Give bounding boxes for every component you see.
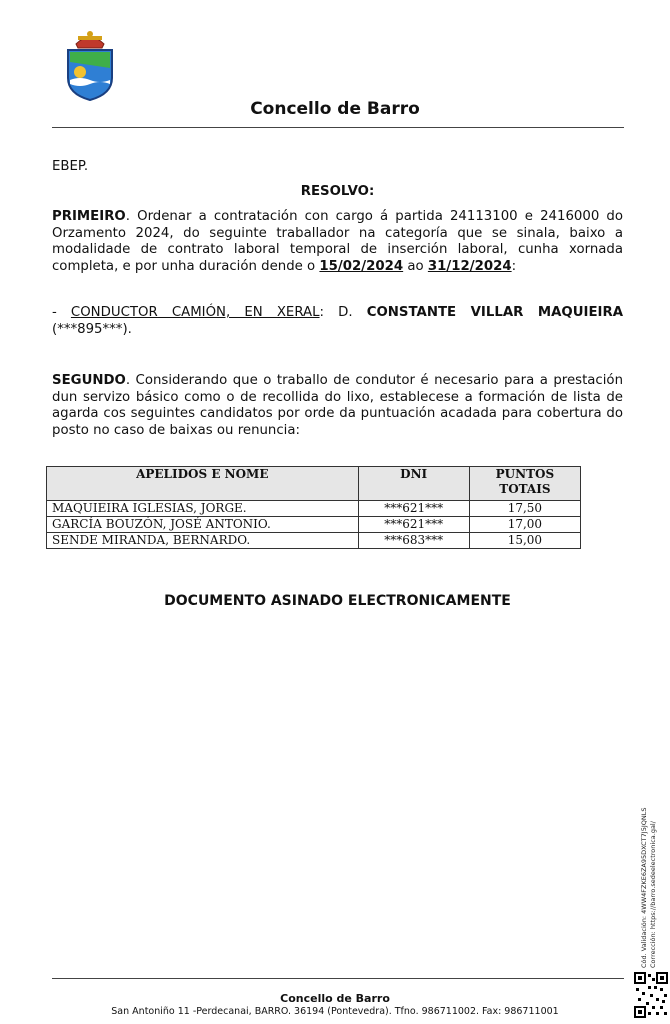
date-to: 31/12/2024	[427, 258, 512, 274]
conductor-dni: (***895***).	[52, 321, 132, 337]
qr-code-icon	[634, 972, 668, 1018]
footer-name: Concello de Barro	[280, 992, 390, 1005]
footer-address: San Antoniño 11 -Perdecanai, BARRO. 36194 (Pontevedra). Tfno. 986711002. Fax: 986711001	[111, 1006, 559, 1017]
date-from: 15/02/2024	[319, 258, 404, 274]
primeiro-end: :	[511, 258, 517, 274]
coat-of-arms-logo	[58, 28, 122, 102]
cell-points: 17,50	[469, 501, 580, 517]
conductor-name: CONSTANTE VILLAR MAQUIEIRA	[366, 305, 623, 320]
conductor-sep: : D.	[319, 305, 367, 320]
header-points: PUNTOS TOTAIS	[469, 467, 580, 501]
cell-name: GARCÍA BOUZÓN, JOSÉ ANTONIO.	[47, 517, 359, 533]
resolvo-heading: RESOLVO:	[300, 184, 375, 199]
verification-url: Corrección: https://barro.sedeelectronica.gal/	[649, 821, 657, 968]
header-dni: DNI	[358, 467, 469, 501]
date-connector: ao	[403, 258, 428, 274]
cell-dni: ***683***	[358, 533, 469, 549]
footer-divider	[52, 978, 624, 979]
table-row	[47, 501, 581, 517]
signature-note: DOCUMENTO ASINADO ELECTRONICAMENTE	[164, 593, 511, 609]
header-divider	[52, 127, 624, 128]
cell-points: 17,00	[469, 517, 580, 533]
ebep-text: EBEP.	[52, 159, 89, 174]
segundo-text: . Considerando que o traballo de condutor é necesario para a prestación dun servizo básico como o de recollida do lixo, establecese a formación de lista de agarda cos seguintes candidatos por orde da puntuación acadada para cobertura do posto no caso de baixas ou renuncia:	[52, 373, 623, 438]
candidates-table	[46, 466, 581, 549]
table-header-row	[47, 467, 581, 501]
table-row	[47, 533, 581, 549]
cell-name: MAQUIEIRA IGLESIAS, JORGE.	[47, 501, 359, 517]
segundo-label: SEGUNDO	[52, 373, 126, 388]
primeiro-text: . Ordenar a contratación con cargo á partida 24113100 e 2416000 do Orzamento 2024, do seguinte traballador na categoría que se sinala, baixo a modalidade de contrato laboral temporal de inserción laboral, cunha xornada completa, e por unha duración dende o	[52, 209, 623, 274]
conductor-line	[52, 305, 623, 338]
table-row	[47, 517, 581, 533]
primeiro-paragraph	[52, 209, 623, 275]
primeiro-label: PRIMEIRO	[52, 209, 126, 224]
verification-code: Cód. Validación: 4WW4FZKE6ZA95DXCT7J5JQNLS	[640, 807, 648, 968]
cell-dni: ***621***	[358, 501, 469, 517]
cell-name: SENDE MIRANDA, BERNARDO.	[47, 533, 359, 549]
verification-text	[640, 778, 658, 968]
segundo-paragraph	[52, 373, 623, 439]
conductor-category: CONDUCTOR CAMIÓN, EN XERAL	[70, 305, 320, 320]
header-name: APELIDOS E NOME	[47, 467, 359, 501]
page-title: Concello de Barro	[250, 99, 420, 119]
conductor-dash: -	[52, 305, 71, 320]
cell-points: 15,00	[469, 533, 580, 549]
cell-dni: ***621***	[358, 517, 469, 533]
